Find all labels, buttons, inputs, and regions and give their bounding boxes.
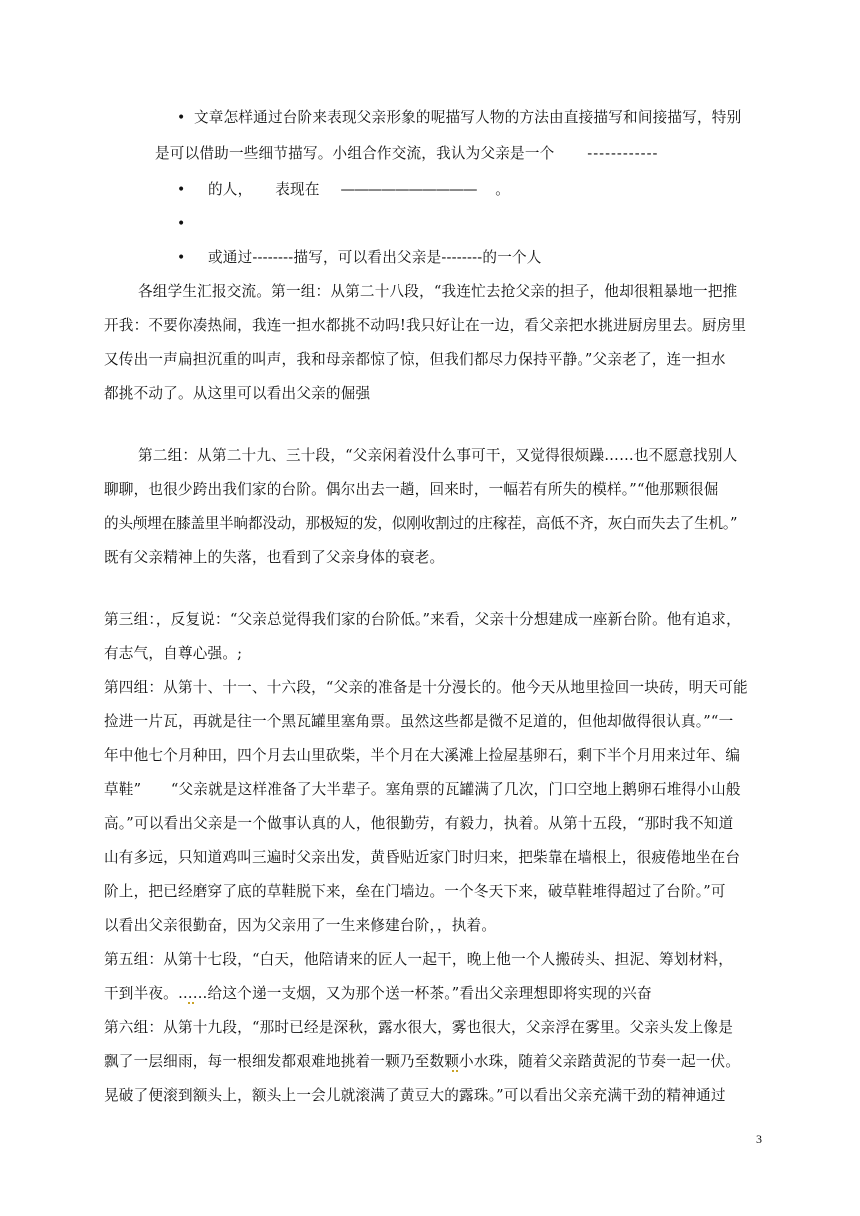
spellcheck-mark: [188, 998, 194, 1004]
group6-line: 第六组：从第十九段，“那时已经是深秋，露水很大，雾也很大，父亲浮在雾里。父亲头发上像是: [104, 1019, 734, 1036]
bullet-2-part-c: 。: [495, 181, 511, 198]
bullet-text-1: 文章怎样通过台阶来表现父亲形象的呢描写人物的方法由直接描写和间接描写，特别: [194, 109, 742, 126]
group5-line: 干到半夜。……给这个递一支烟，又为那个送一杯茶。”看出父亲理想即将实现的兴奋: [104, 985, 652, 1002]
group4-line: 捡进一片瓦，再就是往一个黑瓦罐里塞角票。虽然这些都是微不足道的，但他却做得很认真。”“一: [104, 713, 734, 730]
fill-blank-1: ------------: [587, 145, 659, 162]
group4-line: 阶上，把已经磨穿了底的草鞋脱下来，垒在门墙边。一个冬天下来，破草鞋堆得超过了台阶。”可: [104, 883, 726, 900]
group3-line: 第三组：，反复说：“父亲总觉得我们家的台阶低。”来看，父亲十分想建成一座新台阶。他有追求，: [104, 611, 741, 628]
group4-line: 山有多远，只知道鸡叫三遍时父亲出发，黄昏贴近家门时归来，把柴靠在墙根上，很疲倦地坐在台: [104, 849, 741, 866]
group6-line: 飘了一层细雨，每一根细发都艰难地挑着一颗乃至数颗小水珠，随着父亲踏黄泥的节奏一起一伏。: [104, 1053, 741, 1070]
bullet-dot: •: [177, 250, 186, 266]
bullet-2-part-a: 的人，: [208, 181, 253, 198]
group3-line: 有志气，自尊心强。;: [104, 645, 243, 662]
bullet-dot: •: [177, 110, 186, 126]
bullet-2-part-b: 表现在: [275, 181, 320, 198]
bullet-text-1-cont: 是可以借助一些细节描写。小组合作交流，我认为父亲是一个: [155, 145, 555, 162]
group1-line: 开我：不要你凑热闹，我连一担水都挑不动吗!我只好让在一边，看父亲把水挑进厨房里去。厨房里: [104, 317, 747, 334]
group1-line: 都挑不动了。从这里可以看出父亲的倔强: [104, 385, 371, 402]
group2-line: 第二组：从第二十九、三十段，“父亲闲着没什么事可干，又觉得很烦躁……也不愿意找别人: [138, 447, 738, 464]
group5-line: 第五组：从第十七段，“白天，他陪请来的匠人一起干，晚上他一个人搬砖头、担泥、筹划材料，: [104, 951, 734, 968]
spellcheck-mark: [452, 1066, 458, 1072]
group4-line: 以看出父亲很勤奋，因为父亲用了一生来修建台阶，，执着。: [104, 917, 497, 934]
group6-line: 晃破了便滚到额头上，额头上一会儿就滚满了黄豆大的露珠。”可以看出父亲充满干劲的精神通过: [104, 1087, 726, 1104]
bullet-dot: •: [177, 182, 186, 198]
group4-line: 高。”可以看出父亲是一个做事认真的人，他很勤劳，有毅力，执着。从第十五段，“那时我不知道: [104, 815, 734, 832]
group2-line: 聊聊，也很少跨出我们家的台阶。偶尔出去一趟，回来时，一幅若有所失的模样。”“他那颗很倔: [104, 481, 719, 498]
group4-line: 年中他七个月种田，四个月去山里砍柴，半个月在大溪滩上捡屋基卵石，剩下半个月用来过年、编: [104, 747, 741, 764]
group4-line: 草鞋” “父亲就是这样准备了大半辈子。塞角票的瓦罐满了几次，门口空地上鹅卵石堆得小山般: [104, 781, 741, 798]
group2-line: 既有父亲精神上的失落，也看到了父亲身体的衰老。: [104, 549, 445, 566]
bullet-dot: •: [177, 216, 186, 232]
bullet-text-2: [208, 180, 860, 200]
group1-line: 各组学生汇报交流。第一组：从第二十八段，“我连忙去抢父亲的担子，他却很粗暴地一把推: [138, 283, 738, 300]
bullet-text-4: 或通过--------描写，可以看出父亲是--------的一个人: [208, 249, 542, 266]
group2-line: 的头颅埋在膝盖里半晌都没动，那极短的发，似刚收割过的庄稼茬，高低不齐，灰白而失去了生机。”: [104, 515, 738, 532]
group1-line: 又传出一声扁担沉重的叫声，我和母亲都惊了惊，但我们都尽力保持平静。”父亲老了，连一担水: [104, 351, 726, 368]
page-number: 3: [756, 1132, 762, 1146]
bullet-text-1-continuation: [155, 144, 860, 164]
fill-blank-2: ——————————: [340, 181, 477, 198]
group4-line: 第四组：从第十、十一、十六段，“父亲的准备是十分漫长的。他今天从地里捡回一块砖，明天可能: [104, 679, 748, 696]
